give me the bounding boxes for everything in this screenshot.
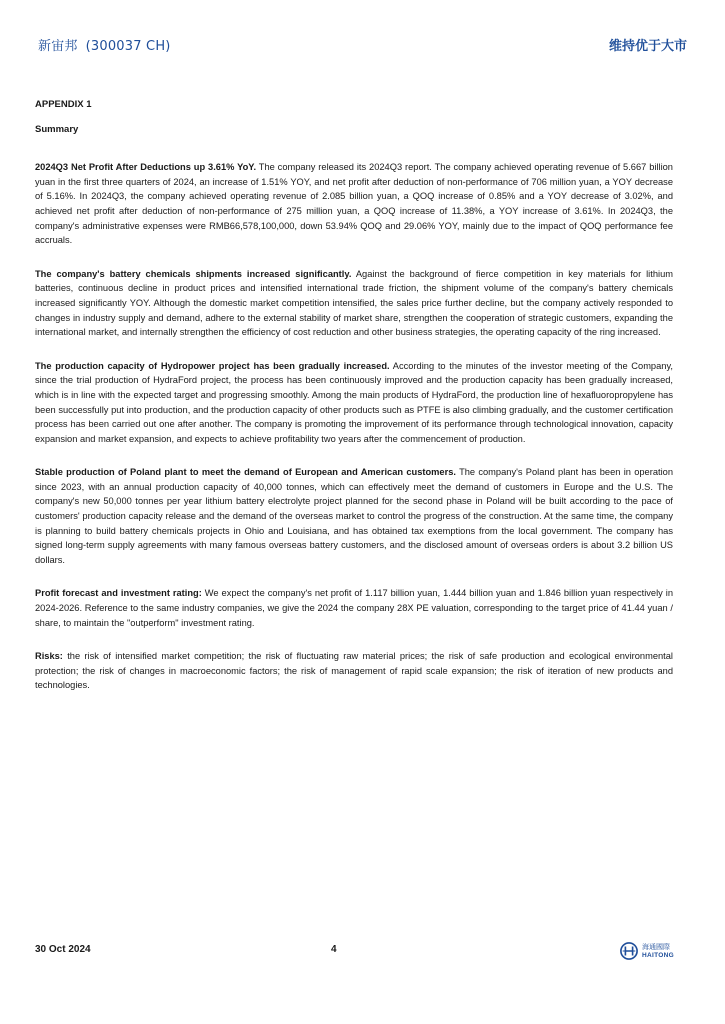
paragraph-lead: Risks: bbox=[35, 651, 63, 662]
rating-label: 维持优于大市 bbox=[608, 39, 687, 54]
paragraph-lead: Profit forecast and investment rating: bbox=[35, 588, 202, 599]
company-label bbox=[38, 35, 171, 54]
paragraph-lead: The company's battery chemicals shipments increased significantly. bbox=[35, 268, 352, 279]
paragraph-body: We expect the company's net profit of 1.117 billion yuan, 1.444 billion yuan and 1.846 billion yuan respectively in 2024-2026. Reference to the same industry companies, we give the 2024 the company 28X PE valuation, corresponding to the target price of 41.44 yuan / share, to maintain the "outperform" investment rating. bbox=[35, 588, 673, 628]
summary-heading: Summary bbox=[35, 123, 79, 135]
paragraph-risks bbox=[35, 649, 673, 693]
paragraph-body: Against the background of fierce competition in key materials for lithium batteries, continuous decline in product prices and intensified international trade friction, the shipment volume of the company's battery chemicals increased significantly YOY. Although the domestic market competition intensified, the sales price further decline, but the company actively responded to changes in industry supply and demand, adhere to the external stability of market share, strengthen the cooperation of strategic customers, expanding the international market, and internally strengthen the efficiency of cost reduction and other business strategies, the operating capacity of the ring increased. bbox=[35, 268, 673, 338]
paragraph-profit-forecast bbox=[35, 586, 673, 630]
paragraph-body: the risk of intensified market competition; the risk of fluctuating raw material prices; the risk of safe production and ecological environmental protection; the risk of changes in macroeconomic factors; the risk of management of rapid scale expansion; the risk of iteration of new products and technologies. bbox=[35, 651, 673, 691]
paragraph-body: The company's Poland plant has been in operation since 2023, with an annual production capacity of 40,000 tonnes, which can effectively meet the demand of customers in Europe and the U.S. The company's new 50,000 tonnes per year lithium battery electrolyte project planned for the second phase in Poland will be built according to the pace of customers' production capacity release and the demand of the overseas market to control the progress of the construction. At the same time, the company is planning to build battery chemicals projects in Ohio and Louisiana, and has obtained tax exemptions from the local government. The company has signed long-term supply agreements with many famous overseas battery customers, and the disclosed amount of overseas orders is about 3.2 billion US dollars. bbox=[35, 467, 673, 565]
haitong-logo-icon bbox=[620, 942, 638, 960]
paragraph-lead: The production capacity of Hydropower project has been gradually increased. bbox=[35, 360, 390, 371]
paragraph-poland-plant bbox=[35, 465, 673, 567]
page-header bbox=[0, 0, 725, 70]
paragraph-hydropower bbox=[35, 359, 673, 447]
report-body bbox=[35, 98, 673, 712]
paragraph-body: The company released its 2024Q3 report. The company achieved operating revenue of 5.667 billion yuan in the first three quarters of 2024, an increase of 1.51% YOY, and net profit after deduction of non-performance of 706 million yuan, a YOY decrease of 5.16%. In 2024Q3, the company achieved operating revenue of 2.085 billion yuan, a QOQ increase of 0.85% and a YOY decrease of 3.02%, and achieved net profit after deduction of non-performance of 275 million yuan, a QOQ increase of 11.38%, a YOY increase of 3.61%. In 2024Q3, the company's administrative expenses were RMB66,578,100,000, down 53.94% QOQ and 29.06% YOY, mainly due to the impact of QOQ performance fee accruals. bbox=[35, 162, 673, 246]
report-date: 30 Oct 2024 bbox=[35, 944, 91, 955]
haitong-logo bbox=[620, 940, 680, 964]
page-number: 4 bbox=[331, 944, 337, 955]
paragraph-body: According to the minutes of the investor meeting of the Company, since the trial production of HydraFord project, the process has been continuously improved and the production capacity has been gradually increased, which is in line with the expected target and progressing smoothly. Among the main products of HydraFord, the production line of hexafluoropropylene has been successfully put into production, and the production capacity of other products such as PTFE is also climbing gradually, and the customer certification process has been carried out one after another. The company is promoting the improvement of its performance through technological innovation, capacity expansion and market expansion, and expects to achieve profitability two years after the commencement of production. bbox=[35, 360, 673, 444]
company-name: 新宙邦 bbox=[38, 39, 78, 54]
page-footer bbox=[0, 930, 725, 970]
paragraph-lead: Stable production of Poland plant to meet the demand of European and American customers. bbox=[35, 467, 456, 478]
logo-chinese-text: 海通國際 bbox=[642, 943, 670, 951]
logo-english-text: HAITONG bbox=[642, 952, 674, 959]
paragraph-lead: 2024Q3 Net Profit After Deductions up 3.61% YoY. bbox=[35, 162, 257, 173]
company-ticker: (300037 CH) bbox=[85, 39, 171, 54]
paragraph-battery-chemicals bbox=[35, 267, 673, 340]
appendix-title: APPENDIX 1 bbox=[35, 99, 92, 110]
paragraph-net-profit bbox=[35, 160, 673, 248]
